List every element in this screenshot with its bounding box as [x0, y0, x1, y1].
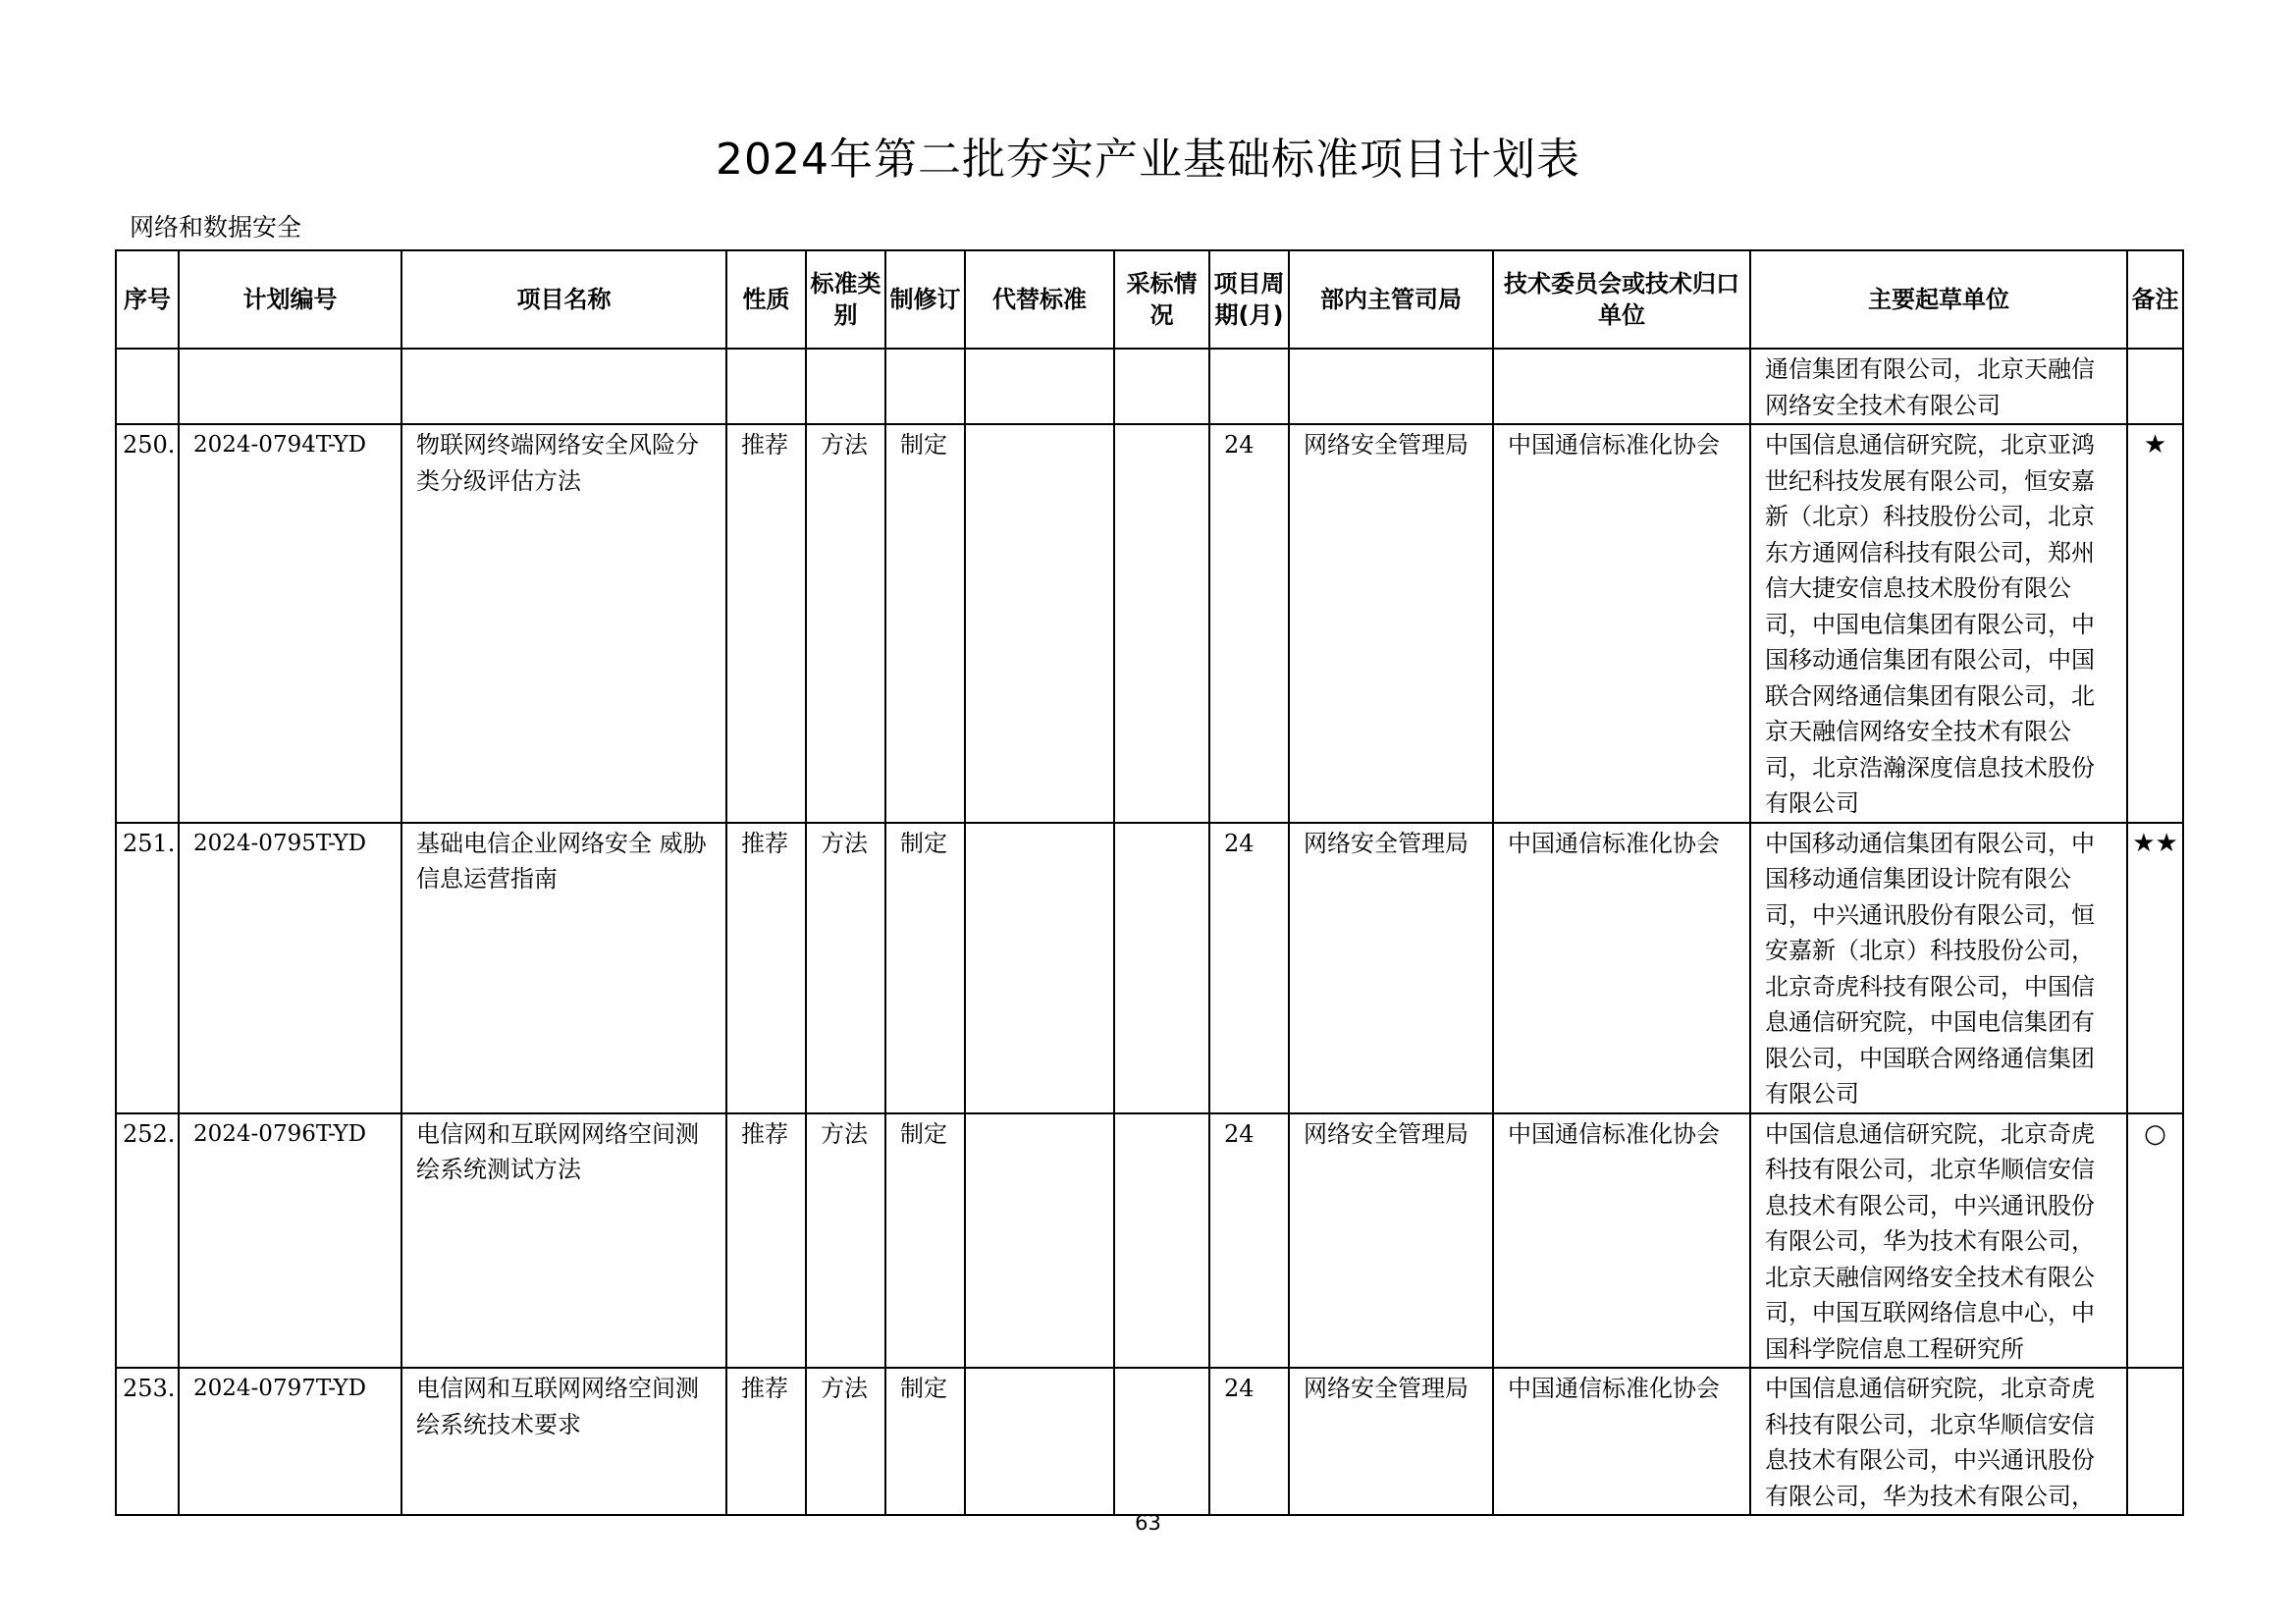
table-header-row [116, 250, 2183, 349]
table-row [116, 1113, 2183, 1369]
cell-replaced [965, 1113, 1114, 1369]
table-row [116, 1368, 2183, 1515]
cell-drafter: 中国移动通信集团有限公司，中国移动通信集团设计院有限公司，中兴通讯股份有限公司，恒安嘉新（北京）科技股份公司，北京奇虎科技有限公司，中国信息通信研究院，中国电信集团有限公司，中国联合网络通信集团有限公司 [1750, 823, 2127, 1113]
cell-period: 24 [1209, 823, 1289, 1113]
cell-code [179, 349, 401, 424]
cell-category: 方法 [806, 823, 885, 1113]
table-row [116, 424, 2183, 823]
cell-replaced [965, 424, 1114, 823]
header-note: 备注 [2127, 250, 2183, 349]
cell-note: ○ [2127, 1113, 2183, 1369]
page-title: 2024年第二批夯实产业基础标准项目计划表 [716, 135, 1580, 185]
cell-dept: 网络安全管理局 [1289, 823, 1493, 1113]
cell-drafter: 中国信息通信研究院，北京亚鸿世纪科技发展有限公司，恒安嘉新（北京）科技股份公司，北京东方通网信科技有限公司，郑州信大捷安信息技术股份有限公司，中国电信集团有限公司，中国移动通信集团有限公司，中国联合网络通信集团有限公司，北京天融信网络安全技术有限公司，北京浩瀚深度信息技术股份有限公司 [1750, 424, 2127, 823]
cell-note [2127, 349, 2183, 424]
cell-seq: 250. [116, 424, 179, 823]
cell-period: 24 [1209, 1368, 1289, 1515]
section-label: 网络和数据安全 [130, 213, 302, 242]
cell-seq: 252. [116, 1113, 179, 1369]
plan-table [115, 249, 2184, 1516]
header-name: 项目名称 [401, 250, 726, 349]
cell-nature: 推荐 [726, 424, 806, 823]
header-drafter: 主要起草单位 [1750, 250, 2127, 349]
cell-category: 方法 [806, 1113, 885, 1369]
cell-note: ★ [2127, 424, 2183, 823]
cell-seq: 251. [116, 823, 179, 1113]
cell-name: 物联网终端网络安全风险分类分级评估方法 [401, 424, 726, 823]
header-dept: 部内主管司局 [1289, 250, 1493, 349]
cell-drafter: 中国信息通信研究院，北京奇虎科技有限公司，北京华顺信安信息技术有限公司，中兴通讯股份有限公司，华为技术有限公司， [1750, 1368, 2127, 1515]
cell-replaced [965, 823, 1114, 1113]
cell-period: 24 [1209, 1113, 1289, 1369]
cell-category [806, 349, 885, 424]
cell-note [2127, 1368, 2183, 1515]
cell-seq: 253. [116, 1368, 179, 1515]
cell-revision [885, 349, 965, 424]
cell-revision: 制定 [885, 823, 965, 1113]
cell-adoption [1114, 823, 1209, 1113]
cell-code: 2024-0794T-YD [179, 424, 401, 823]
header-nature: 性质 [726, 250, 806, 349]
cell-adoption [1114, 424, 1209, 823]
cell-name [401, 349, 726, 424]
header-seq: 序号 [116, 250, 179, 349]
cell-dept [1289, 349, 1493, 424]
page-number: 63 [1135, 1511, 1161, 1535]
cell-nature [726, 349, 806, 424]
cell-category: 方法 [806, 424, 885, 823]
cell-revision: 制定 [885, 1368, 965, 1515]
cell-period [1209, 349, 1289, 424]
cell-category: 方法 [806, 1368, 885, 1515]
cell-committee: 中国通信标准化协会 [1493, 823, 1750, 1113]
cell-adoption [1114, 349, 1209, 424]
cell-nature: 推荐 [726, 1368, 806, 1515]
cell-nature: 推荐 [726, 1113, 806, 1369]
cell-name: 电信网和互联网网络空间测绘系统技术要求 [401, 1368, 726, 1515]
cell-revision: 制定 [885, 424, 965, 823]
header-code: 计划编号 [179, 250, 401, 349]
header-adoption: 采标情况 [1114, 250, 1209, 349]
cell-revision: 制定 [885, 1113, 965, 1369]
cell-dept: 网络安全管理局 [1289, 1368, 1493, 1515]
cell-adoption [1114, 1368, 1209, 1515]
cell-code: 2024-0796T-YD [179, 1113, 401, 1369]
cell-dept: 网络安全管理局 [1289, 1113, 1493, 1369]
cell-period: 24 [1209, 424, 1289, 823]
header-category: 标准类别 [806, 250, 885, 349]
cell-name: 电信网和互联网网络空间测绘系统测试方法 [401, 1113, 726, 1369]
cell-replaced [965, 1368, 1114, 1515]
cell-drafter: 中国信息通信研究院，北京奇虎科技有限公司，北京华顺信安信息技术有限公司，中兴通讯股份有限公司，华为技术有限公司，北京天融信网络安全技术有限公司，中国互联网络信息中心，中国科学院信息工程研究所 [1750, 1113, 2127, 1369]
table-row [116, 823, 2183, 1113]
cell-code: 2024-0795T-YD [179, 823, 401, 1113]
cell-code: 2024-0797T-YD [179, 1368, 401, 1515]
cell-nature: 推荐 [726, 823, 806, 1113]
table-row [116, 349, 2183, 424]
header-replaced: 代替标准 [965, 250, 1114, 349]
cell-drafter: 通信集团有限公司，北京天融信网络安全技术有限公司 [1750, 349, 2127, 424]
cell-replaced [965, 349, 1114, 424]
cell-committee: 中国通信标准化协会 [1493, 424, 1750, 823]
cell-note: ★★ [2127, 823, 2183, 1113]
cell-name: 基础电信企业网络安全 威胁信息运营指南 [401, 823, 726, 1113]
cell-dept: 网络安全管理局 [1289, 424, 1493, 823]
cell-committee [1493, 349, 1750, 424]
header-period: 项目周期(月) [1209, 250, 1289, 349]
cell-committee: 中国通信标准化协会 [1493, 1113, 1750, 1369]
header-revision: 制修订 [885, 250, 965, 349]
header-committee: 技术委员会或技术归口单位 [1493, 250, 1750, 349]
cell-seq [116, 349, 179, 424]
cell-committee: 中国通信标准化协会 [1493, 1368, 1750, 1515]
cell-adoption [1114, 1113, 1209, 1369]
